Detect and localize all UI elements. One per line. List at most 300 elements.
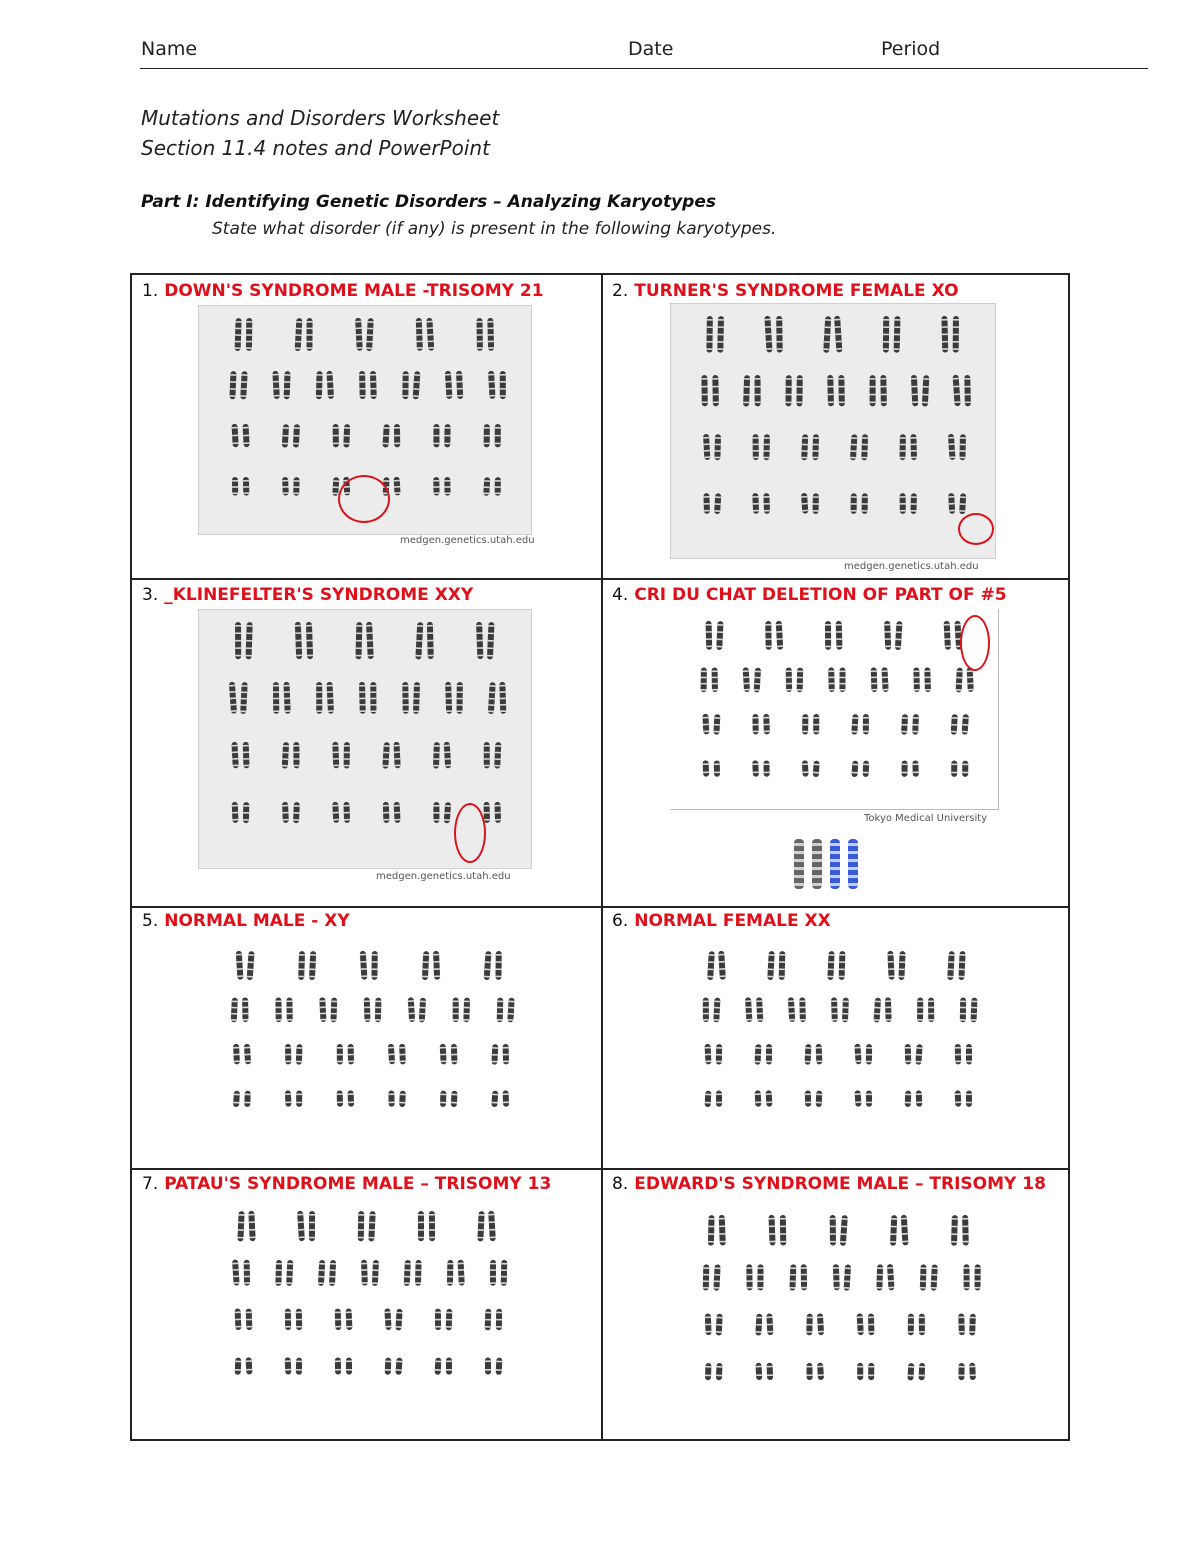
chromosome bbox=[456, 682, 462, 714]
chromosome bbox=[275, 1260, 282, 1286]
chromosome bbox=[917, 998, 923, 1023]
chromosome bbox=[716, 1314, 723, 1336]
chromosome bbox=[433, 477, 439, 496]
worksheet-title bbox=[141, 103, 499, 163]
chromosome bbox=[285, 1044, 291, 1065]
chromosome bbox=[496, 1309, 502, 1331]
chromosome bbox=[419, 998, 426, 1023]
chromosome bbox=[295, 318, 303, 351]
chromosome bbox=[962, 761, 968, 777]
cell-answer: NORMAL FEMALE XX bbox=[634, 911, 831, 931]
chromosome bbox=[866, 1044, 872, 1065]
name-label: Name bbox=[141, 38, 198, 60]
chromosome bbox=[905, 1044, 912, 1065]
chromosome bbox=[714, 760, 720, 776]
chromosome bbox=[753, 434, 759, 460]
chromosome bbox=[451, 1091, 458, 1108]
chromosome bbox=[941, 316, 948, 353]
chromosome bbox=[964, 375, 971, 406]
chromosome bbox=[309, 1211, 315, 1241]
chromosome bbox=[716, 1363, 723, 1380]
chromosome bbox=[394, 477, 401, 496]
chromosome bbox=[912, 760, 918, 776]
chromosome bbox=[495, 951, 501, 980]
chromosome bbox=[827, 951, 834, 980]
chromosome bbox=[242, 997, 248, 1022]
chromosome bbox=[801, 1264, 807, 1290]
chromosome bbox=[851, 761, 858, 778]
grid-divider-vertical bbox=[601, 275, 603, 1439]
chromosome bbox=[870, 375, 876, 406]
chromosome bbox=[912, 714, 919, 735]
chromosome bbox=[907, 1363, 914, 1381]
chromosome bbox=[427, 622, 434, 659]
chromosome bbox=[348, 1044, 354, 1065]
image-credit: medgen.genetics.utah.edu bbox=[844, 561, 979, 572]
chromosome bbox=[868, 1363, 874, 1380]
chromosome bbox=[786, 667, 793, 692]
chromosome bbox=[297, 1211, 305, 1242]
chromosome bbox=[408, 997, 416, 1022]
chromosome bbox=[813, 761, 820, 778]
chromosome bbox=[231, 424, 238, 448]
chromosome bbox=[246, 318, 252, 351]
chromosome bbox=[399, 1091, 406, 1108]
chromosome bbox=[394, 424, 400, 447]
chromosome bbox=[296, 1358, 302, 1375]
chromosome bbox=[318, 1260, 325, 1286]
karyotype-image bbox=[672, 939, 1002, 1139]
chromosome bbox=[359, 682, 366, 714]
chromosome bbox=[488, 682, 496, 714]
chromosome bbox=[944, 621, 951, 650]
chromosome bbox=[834, 316, 842, 353]
chromosome bbox=[785, 375, 791, 406]
chromosome bbox=[862, 493, 868, 514]
chromosome bbox=[487, 622, 495, 659]
chromosome bbox=[712, 375, 719, 406]
chromosome bbox=[326, 371, 334, 399]
chromosome bbox=[361, 1260, 368, 1286]
chromosome bbox=[416, 318, 423, 351]
chromosome bbox=[766, 1313, 773, 1335]
chromosome bbox=[426, 318, 434, 351]
chromosome bbox=[714, 493, 721, 514]
chromosome bbox=[833, 1264, 840, 1290]
chromosome bbox=[445, 682, 452, 714]
title-line-2: Section 11.4 notes and PowerPoint bbox=[141, 136, 490, 160]
chromosome bbox=[705, 1044, 712, 1065]
chromosome bbox=[911, 375, 918, 407]
chromosome bbox=[705, 1091, 712, 1108]
chromosome bbox=[831, 997, 838, 1022]
chromosome bbox=[440, 1091, 446, 1107]
chromosome bbox=[360, 951, 368, 980]
chromosome bbox=[951, 1215, 958, 1246]
chromosome bbox=[767, 1363, 774, 1380]
chromosome bbox=[716, 621, 723, 650]
title-line-1: Mutations and Disorders Worksheet bbox=[141, 106, 500, 130]
chromosome bbox=[969, 1314, 976, 1336]
chromosome bbox=[496, 1358, 503, 1375]
chromosome bbox=[296, 1309, 303, 1331]
chromosome bbox=[233, 1044, 240, 1065]
chromosome bbox=[444, 802, 451, 823]
chromosome bbox=[851, 714, 858, 735]
chromosome bbox=[816, 1044, 823, 1065]
chromosome bbox=[456, 371, 463, 399]
chromosome bbox=[370, 371, 377, 399]
chromosome bbox=[343, 802, 350, 823]
chromosome bbox=[503, 1090, 510, 1107]
chromosome bbox=[924, 667, 931, 692]
image-credit: medgen.genetics.utah.edu bbox=[376, 871, 511, 882]
cell-number: 1. bbox=[142, 281, 159, 301]
cell-6-label bbox=[612, 911, 831, 931]
chromosome bbox=[797, 668, 804, 693]
chromosome bbox=[971, 998, 978, 1023]
chromosome bbox=[429, 1211, 435, 1241]
chromosome bbox=[358, 1211, 365, 1241]
chromosome bbox=[755, 375, 761, 406]
chromosome bbox=[355, 318, 363, 351]
chromosome bbox=[372, 1260, 379, 1286]
chromosome bbox=[948, 434, 956, 460]
chromosome bbox=[494, 742, 501, 769]
chromosome bbox=[920, 1264, 927, 1290]
chromosome bbox=[951, 761, 957, 777]
chromosome bbox=[713, 998, 720, 1023]
chromosome bbox=[823, 316, 831, 353]
chromosome bbox=[752, 493, 759, 514]
chromosome bbox=[235, 318, 242, 351]
chromosome bbox=[863, 761, 870, 777]
chromosome bbox=[463, 998, 470, 1023]
chromosome bbox=[705, 1313, 712, 1335]
chromosome bbox=[244, 1044, 251, 1065]
chromosome bbox=[286, 997, 292, 1022]
chromosome bbox=[708, 1215, 715, 1246]
chromosome bbox=[816, 1091, 823, 1108]
cell-number: 5. bbox=[142, 911, 159, 931]
chromosome bbox=[335, 1357, 341, 1374]
chromosome bbox=[457, 1260, 464, 1286]
highlight-circle bbox=[958, 513, 994, 545]
chromosome bbox=[293, 477, 299, 496]
cell-answer: _KLINEFELTER'S SYNDROME XXY bbox=[164, 585, 474, 605]
chromosome bbox=[851, 493, 857, 514]
chromosome bbox=[836, 621, 843, 650]
chromosome bbox=[232, 802, 239, 823]
chromosome bbox=[894, 316, 901, 353]
chromosome bbox=[235, 622, 241, 659]
grid-divider-row-3 bbox=[132, 1168, 1068, 1170]
cell-8-label bbox=[612, 1174, 1046, 1194]
chromosome bbox=[282, 802, 289, 823]
chromosome bbox=[745, 997, 752, 1022]
karyotype-image bbox=[200, 939, 540, 1139]
chromosome bbox=[497, 998, 504, 1023]
chromosome bbox=[780, 1215, 786, 1246]
chromosome bbox=[293, 424, 300, 448]
chromosome bbox=[962, 714, 969, 735]
chromosome bbox=[703, 493, 710, 514]
chromosome bbox=[282, 742, 289, 769]
chromosome bbox=[857, 1363, 863, 1380]
chromosome bbox=[243, 742, 250, 769]
chromosome bbox=[866, 1090, 872, 1106]
chromosome bbox=[788, 997, 796, 1022]
chromosome bbox=[863, 714, 869, 734]
chromosome bbox=[483, 477, 490, 496]
chromosome bbox=[476, 622, 483, 659]
chromosome bbox=[919, 1314, 925, 1336]
chromosome bbox=[959, 493, 966, 514]
chromosome bbox=[285, 1090, 292, 1107]
chromosome bbox=[801, 434, 808, 460]
chromosome bbox=[333, 424, 339, 447]
chromosome bbox=[956, 668, 963, 693]
chromosome bbox=[802, 760, 809, 777]
chromosome bbox=[495, 424, 501, 447]
chromosome bbox=[756, 997, 763, 1022]
chromosome bbox=[244, 1091, 250, 1107]
chromosome bbox=[975, 1264, 981, 1290]
chromosome bbox=[910, 434, 917, 460]
chromosome bbox=[282, 424, 289, 448]
chromosome bbox=[232, 477, 238, 496]
chromosome bbox=[242, 424, 249, 448]
chromosome bbox=[804, 1044, 811, 1065]
chromosome bbox=[507, 998, 514, 1023]
chromosome bbox=[273, 682, 279, 714]
chromosome bbox=[713, 714, 720, 735]
chromosome bbox=[404, 1260, 411, 1286]
cell-1-label bbox=[142, 281, 544, 301]
chromosome bbox=[485, 1357, 491, 1374]
chromosome bbox=[491, 1044, 498, 1065]
chromosome bbox=[871, 667, 878, 692]
chromosome bbox=[235, 1308, 242, 1330]
part-heading: Part I: Identifying Genetic Disorders – Analyzing Karyotypes bbox=[141, 192, 716, 212]
cell-answer: EDWARD'S SYNDROME MALE – TRISOMY 18 bbox=[634, 1174, 1046, 1194]
chromosome bbox=[840, 1215, 848, 1246]
chromosome bbox=[701, 668, 707, 693]
chromosome bbox=[402, 682, 409, 714]
chromosome bbox=[919, 1363, 926, 1380]
chromosome bbox=[701, 375, 707, 406]
chromosome bbox=[969, 1363, 976, 1381]
chromosome bbox=[850, 434, 858, 460]
chromosome bbox=[393, 742, 400, 769]
chromosome bbox=[388, 1090, 394, 1106]
chromosome bbox=[433, 742, 440, 769]
chromosome bbox=[719, 1215, 726, 1246]
cell-answer: TURNER'S SYNDROME FEMALE XO bbox=[634, 281, 959, 301]
chromosome bbox=[755, 1363, 762, 1381]
chromosome bbox=[499, 682, 506, 714]
chromosome bbox=[237, 1211, 244, 1242]
chromosome bbox=[962, 1215, 969, 1246]
chromosome-band bbox=[812, 839, 822, 889]
chromosome bbox=[296, 1091, 302, 1107]
chromosome bbox=[763, 760, 769, 776]
chromosome bbox=[884, 621, 891, 650]
chromosome bbox=[955, 1090, 962, 1107]
chromosome bbox=[966, 1044, 972, 1065]
chromosome bbox=[440, 1044, 447, 1065]
chromosome bbox=[347, 1090, 354, 1107]
chromosome bbox=[370, 682, 376, 714]
chromosome bbox=[485, 1309, 492, 1331]
chromosome bbox=[763, 714, 770, 735]
chromosome bbox=[828, 667, 835, 692]
chromosome bbox=[453, 997, 459, 1022]
instruction: State what disorder (if any) is present in the following karyotypes. bbox=[212, 219, 777, 239]
chromosome-band bbox=[794, 839, 804, 889]
karyotype-image bbox=[202, 1199, 532, 1409]
chromosome bbox=[895, 621, 903, 650]
chromosome bbox=[857, 1313, 864, 1335]
chromosome bbox=[384, 1308, 391, 1330]
chromosome bbox=[902, 761, 908, 777]
highlight-circle bbox=[454, 803, 486, 863]
chromosome bbox=[346, 1357, 352, 1374]
chromosome bbox=[765, 621, 771, 650]
chromosome bbox=[487, 318, 494, 351]
chromosome bbox=[915, 1044, 922, 1065]
chromosome bbox=[908, 1314, 914, 1336]
chromosome bbox=[825, 621, 831, 650]
chromosome bbox=[960, 998, 966, 1023]
chromosome bbox=[899, 434, 906, 460]
chromosome bbox=[768, 1215, 775, 1246]
cell-number: 4. bbox=[612, 585, 629, 605]
chromosome bbox=[712, 667, 718, 692]
chromosome bbox=[319, 997, 326, 1022]
chromosome bbox=[231, 742, 238, 769]
chromosome bbox=[854, 1044, 861, 1065]
chromosome bbox=[293, 742, 299, 768]
chromosome bbox=[763, 493, 770, 514]
chromosome bbox=[335, 1308, 342, 1330]
chromosome bbox=[240, 682, 248, 714]
chromosome bbox=[876, 1264, 883, 1290]
chromosome bbox=[931, 1264, 938, 1290]
chromosome bbox=[703, 1264, 710, 1290]
chromosome bbox=[887, 1264, 895, 1290]
chromosome bbox=[332, 742, 339, 769]
chromosome bbox=[901, 714, 908, 735]
chromosome bbox=[503, 1044, 510, 1065]
chromosome bbox=[233, 1091, 240, 1108]
chromosome bbox=[330, 998, 337, 1023]
chromosome bbox=[958, 1363, 964, 1380]
chromosome bbox=[433, 802, 439, 823]
chromosome bbox=[953, 375, 961, 407]
chromosome bbox=[402, 371, 408, 399]
chromosome bbox=[755, 1314, 762, 1336]
chromosome bbox=[343, 424, 350, 448]
chromosome bbox=[703, 434, 710, 460]
chromosome bbox=[359, 371, 366, 399]
chromosome bbox=[839, 668, 845, 693]
chromosome bbox=[394, 802, 401, 823]
chromosome bbox=[435, 1309, 441, 1331]
chromosome bbox=[817, 1313, 824, 1335]
chromosome bbox=[422, 951, 429, 980]
chromosome bbox=[714, 434, 721, 460]
chromosome bbox=[248, 1211, 255, 1242]
chromosome bbox=[900, 493, 906, 514]
chromosome bbox=[898, 951, 905, 980]
chromosome bbox=[285, 1357, 292, 1374]
chromosome bbox=[488, 371, 496, 399]
chromosome bbox=[306, 318, 312, 351]
chromosome bbox=[755, 1090, 762, 1107]
chromosome bbox=[947, 951, 955, 980]
chromosome bbox=[880, 375, 887, 406]
chromosome bbox=[484, 951, 492, 980]
chromosome bbox=[337, 1044, 343, 1065]
chromosome bbox=[967, 667, 974, 692]
chromosome bbox=[488, 1211, 496, 1242]
chromosome bbox=[966, 1091, 972, 1107]
chromosome bbox=[484, 424, 490, 447]
chromosome bbox=[861, 434, 868, 460]
cell-number: 8. bbox=[612, 1174, 629, 1194]
karyotype-image bbox=[670, 303, 996, 559]
chromosome bbox=[413, 371, 421, 399]
chromosome bbox=[839, 951, 846, 980]
chromosome-band bbox=[848, 839, 858, 889]
chromosome-band bbox=[830, 839, 840, 889]
chromosome bbox=[799, 997, 806, 1022]
chromosome bbox=[883, 316, 889, 353]
chromosome bbox=[395, 1358, 402, 1375]
chromosome bbox=[275, 997, 281, 1022]
chromosome bbox=[716, 1090, 722, 1106]
chromosome bbox=[752, 760, 759, 777]
chromosome bbox=[718, 951, 726, 980]
chromosome bbox=[413, 682, 420, 714]
chromosome bbox=[916, 1090, 923, 1107]
cell-number: 6. bbox=[612, 911, 629, 931]
chromosome bbox=[399, 1044, 406, 1065]
chromosome bbox=[802, 714, 808, 735]
chromosome bbox=[764, 316, 772, 353]
highlight-circle bbox=[338, 475, 390, 523]
cell-number: 3. bbox=[142, 585, 159, 605]
chromosome bbox=[382, 742, 390, 769]
chromosome bbox=[813, 714, 819, 734]
chromosome bbox=[951, 714, 958, 735]
chromosome bbox=[842, 998, 849, 1023]
chromosome bbox=[743, 667, 750, 692]
chromosome bbox=[243, 477, 250, 496]
cell-5-label bbox=[142, 911, 350, 931]
chromosome bbox=[887, 951, 894, 980]
chromosome bbox=[703, 997, 709, 1022]
chromosome bbox=[953, 316, 959, 353]
chromosome bbox=[385, 1358, 392, 1375]
chromosome bbox=[796, 375, 802, 406]
chromosome bbox=[713, 1264, 720, 1290]
chromosome bbox=[316, 371, 323, 399]
chromosome bbox=[495, 477, 501, 496]
chromosome bbox=[295, 622, 302, 659]
chromosome bbox=[767, 951, 775, 980]
